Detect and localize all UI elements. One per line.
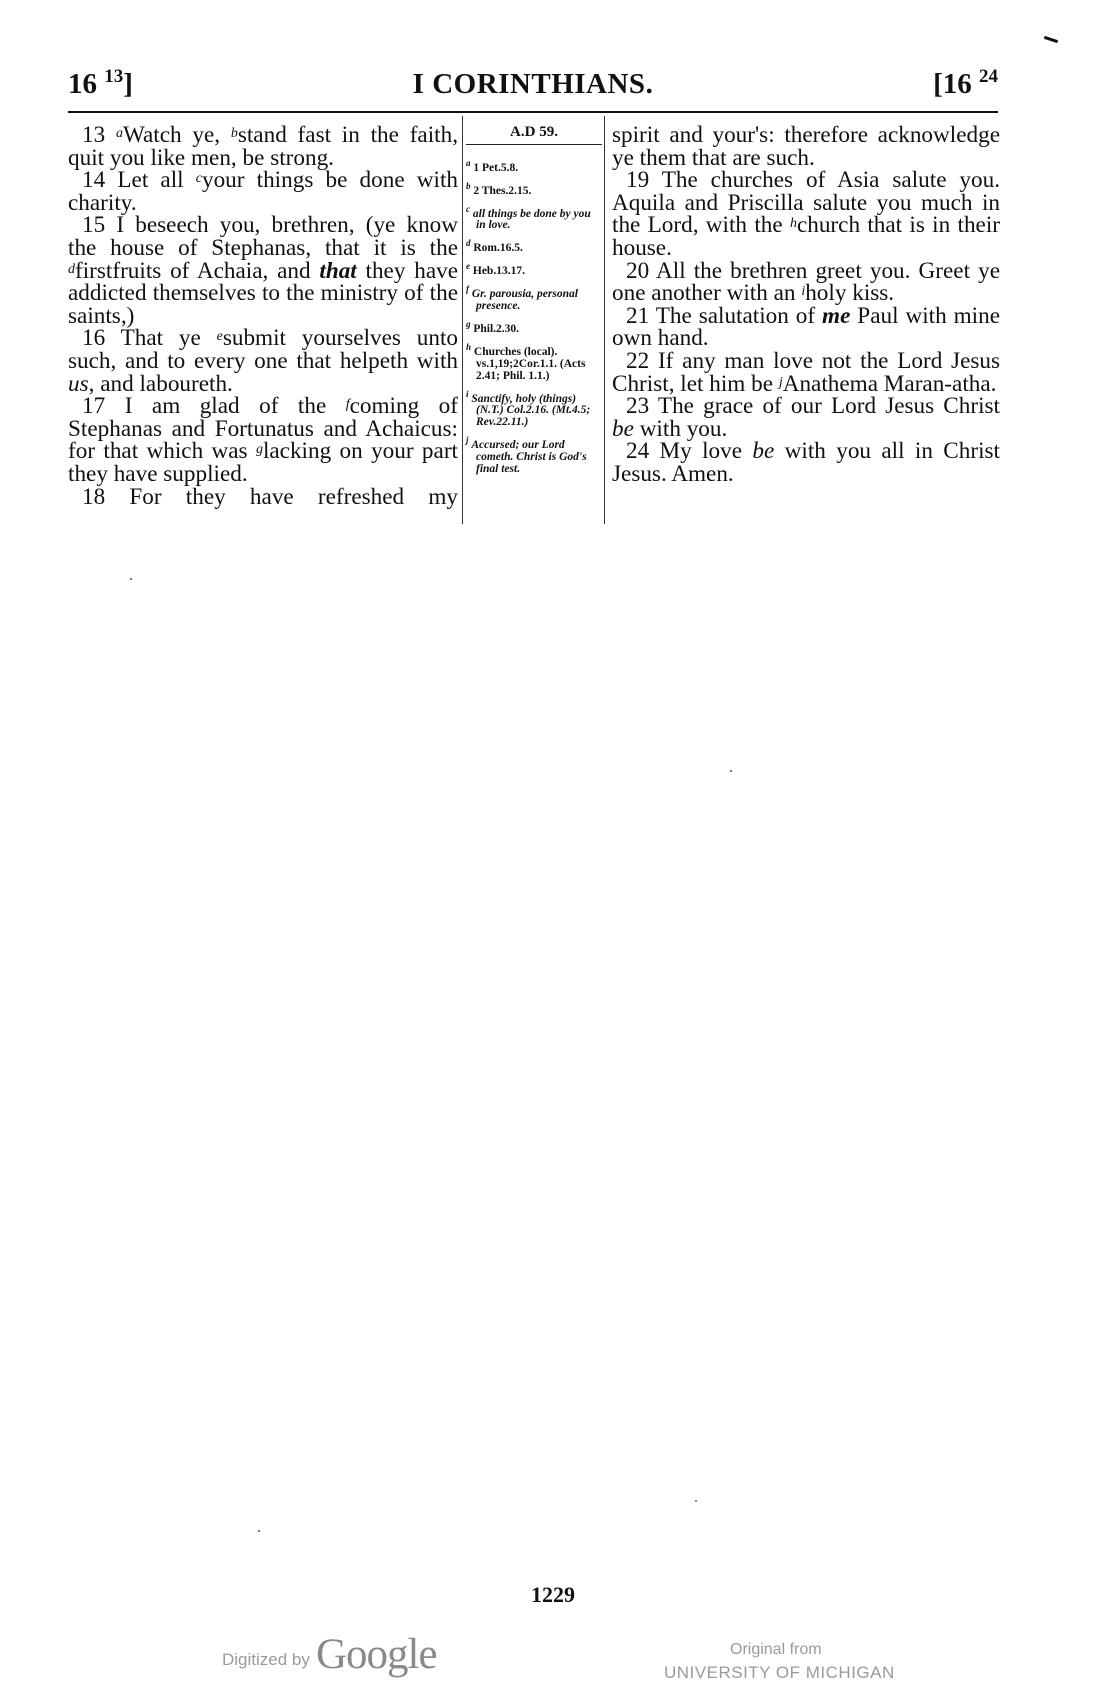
note-e: $^e$ Heb.13.17. <box>466 261 525 278</box>
header-rule <box>68 111 998 113</box>
note-a: $^a$ 1 Pet.5.8. <box>466 158 519 174</box>
verse-14: 14 Let all $^c$your things be done with charity. <box>68 167 459 216</box>
left-text-column <box>68 124 458 508</box>
scan-speck <box>258 1530 260 1532</box>
column-divider-left <box>462 116 463 524</box>
marginal-references <box>466 122 602 481</box>
running-header <box>68 68 998 108</box>
scan-speck <box>730 770 732 772</box>
note-g: $^g$ Phil.2.30. <box>466 318 520 335</box>
header-left-reference: 16 $^{13}$] <box>68 66 133 100</box>
verse-15: 15 I beseech you, brethren, (ye know the house of Stephanas, that it is the $^d$firstfruits of Achaia, and that they have addicted themselves to the ministry of the saints,) <box>68 212 459 329</box>
corner-mark <box>1044 36 1058 43</box>
verse-21: 21 The salutation of me Paul with mine own hand. <box>612 302 1000 352</box>
verse-16: 16 That ye $^e$submit yourselves unto such, and to every one that helpeth with us, and laboureth. <box>68 325 458 397</box>
note-b: $^b$ 2 Thes.2.15. <box>466 180 532 197</box>
date-heading: A.D 59. <box>466 122 602 145</box>
header-right-reference: [16 $^{24}$ <box>933 66 998 100</box>
scan-speck <box>695 1500 697 1502</box>
book-title: I CORINTHIANS. <box>412 68 654 100</box>
note-i: $^i$ Sanctify, holy (things) (N.T.) Col.2.16. (Mt.4.5; Rev.22.11.) <box>466 388 591 429</box>
verse-19: 19 The churches of Asia salute you. Aquila and Priscilla salute you much in the Lord, with the $^h$church that is in their house. <box>612 167 1000 261</box>
verse-20: 20 All the brethren greet you. Greet ye one another with an $^i$holy kiss. <box>612 257 1000 307</box>
note-j: $^j$ Accursed; our Lord cometh. Christ is God's final test. <box>466 435 587 476</box>
verse-18-continued: spirit and your's: therefore acknowledge ye them that are such. <box>612 122 1000 171</box>
note-f: $^f$ Gr. parousia, personal presence. <box>466 284 578 312</box>
note-d: $^d$ Rom.16.5. <box>466 238 523 255</box>
original-from-label: Original from <box>730 1641 822 1658</box>
verse-18: 18 For they have refreshed my <box>82 483 458 510</box>
right-text-column <box>612 124 1000 486</box>
verse-23: 23 The grace of our Lord Jesus Christ be with you. <box>612 393 1000 442</box>
google-logo: Google <box>316 1631 437 1678</box>
verse-22: 22 If any man love not the Lord Jesus Christ, let him be $^j$Anathema Maran-atha. <box>612 347 1000 397</box>
scan-speck <box>130 578 132 580</box>
digitized-by-label: Digitized by <box>222 1650 310 1669</box>
verse-24: 24 My love be with you all in Christ Jesus. Amen. <box>612 438 1000 487</box>
verse-17: 17 I am glad of the $^f$coming of Stephanas and Fortunatus and Achaicus: for that which was $^g$lacking on your part they have supplied. <box>68 393 458 487</box>
note-h: $^h$ Churches (local). vs.1,19;2Cor.1.1. (Acts 2.41; Phil. 1.1.) <box>466 341 586 382</box>
page-number: 1229 <box>531 1582 575 1607</box>
institution-label: UNIVERSITY OF MICHIGAN <box>664 1663 895 1682</box>
note-c: $^c$ all things be done by you in love. <box>466 203 591 232</box>
column-divider-right <box>604 116 605 524</box>
verse-13: 13 $^a$Watch ye, $^b$stand fast in the faith, quit you like men, be strong. <box>68 122 459 171</box>
